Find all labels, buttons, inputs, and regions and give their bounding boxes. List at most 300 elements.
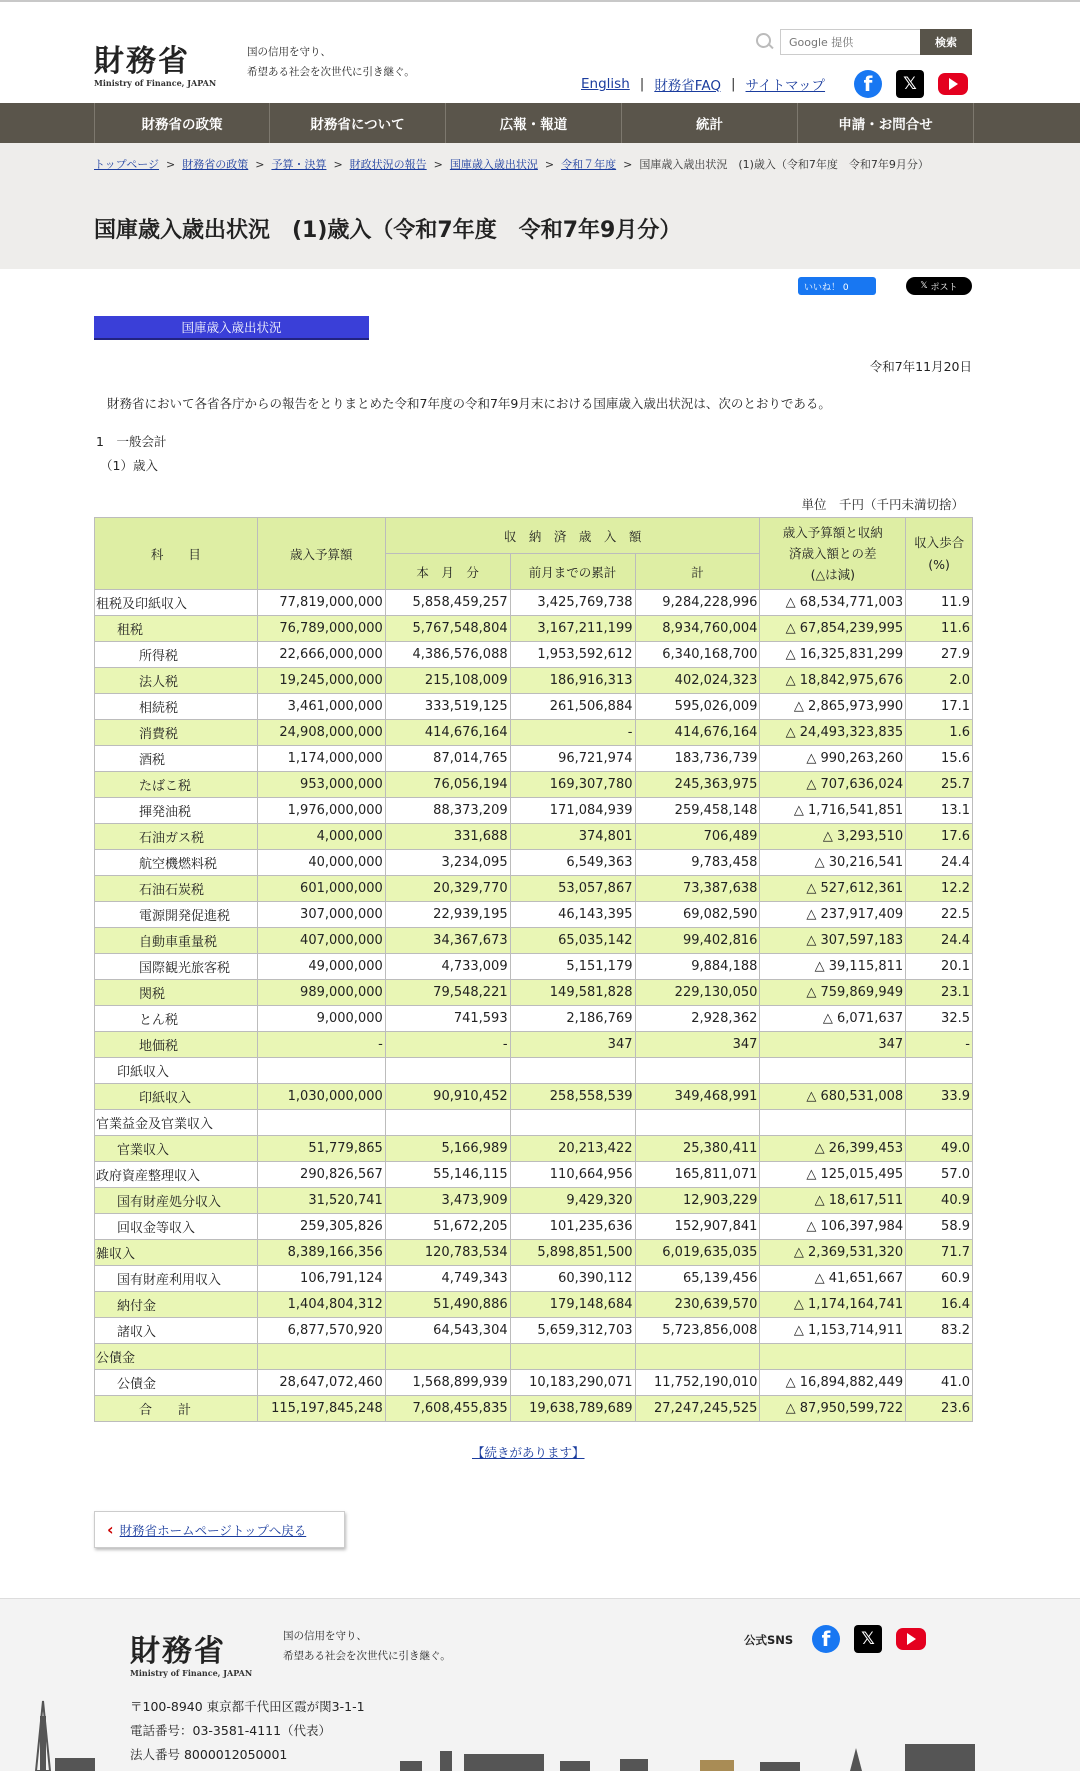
revenue-table-body xyxy=(95,590,973,1422)
header-links xyxy=(581,74,825,94)
cell-budget: 290,826,567 xyxy=(257,1162,385,1188)
table-row xyxy=(95,850,973,876)
cell-ratio: 24.4 xyxy=(906,928,973,954)
cell-total: 152,907,841 xyxy=(635,1214,760,1240)
x-icon: 𝕏 xyxy=(920,281,931,291)
cell-budget: 4,000,000 xyxy=(257,824,385,850)
cell-difference: △ 26,399,453 xyxy=(760,1136,906,1162)
logo-english: Ministry of Finance, JAPAN xyxy=(94,78,217,88)
cell-month-amount: 64,543,304 xyxy=(385,1318,510,1344)
cell-total: 245,363,975 xyxy=(635,772,760,798)
cell-total: 73,387,638 xyxy=(635,876,760,902)
cell-total: 9,884,188 xyxy=(635,954,760,980)
cell-ratio: 12.2 xyxy=(906,876,973,902)
cell-ratio: 25.7 xyxy=(906,772,973,798)
cell-ratio: 32.5 xyxy=(906,1006,973,1032)
facebook-like-button[interactable]: いいね！ 0 xyxy=(798,277,876,295)
cell-budget: 77,819,000,000 xyxy=(257,590,385,616)
row-label: 印紙収入 xyxy=(95,1058,258,1084)
cell-month-amount: 4,749,343 xyxy=(385,1266,510,1292)
table-row xyxy=(95,1266,973,1292)
cell-total: 5,723,856,008 xyxy=(635,1318,760,1344)
cell-total xyxy=(635,1344,760,1370)
row-label: 法人税 xyxy=(95,668,258,694)
cell-prev-cumulative: 53,057,867 xyxy=(510,876,635,902)
cell-month-amount: 120,783,534 xyxy=(385,1240,510,1266)
table-row xyxy=(95,694,973,720)
cell-ratio: 60.9 xyxy=(906,1266,973,1292)
cell-difference: △ 759,869,949 xyxy=(760,980,906,1006)
cell-month-amount: 3,473,909 xyxy=(385,1188,510,1214)
cell-budget: 76,789,000,000 xyxy=(257,616,385,642)
table-row xyxy=(95,1370,973,1396)
breadcrumb-arrow: > xyxy=(255,158,265,171)
cell-month-amount: - xyxy=(385,1032,510,1058)
footer-logo[interactable] xyxy=(130,1626,252,1678)
top-border xyxy=(0,0,1080,8)
cell-difference: △ 125,015,495 xyxy=(760,1162,906,1188)
cell-total: 595,026,009 xyxy=(635,694,760,720)
footer-sns xyxy=(812,1625,926,1653)
cell-budget: 24,908,000,000 xyxy=(257,720,385,746)
col-header-difference-line: 歳入予算額と収納 xyxy=(782,525,883,540)
breadcrumb-arrow: > xyxy=(166,158,176,171)
table-row xyxy=(95,1058,973,1084)
cell-budget: 40,000,000 xyxy=(257,850,385,876)
cell-difference: △ 2,369,531,320 xyxy=(760,1240,906,1266)
row-label: 公債金 xyxy=(95,1344,258,1370)
cell-ratio: 23.6 xyxy=(906,1396,973,1422)
cell-prev-cumulative: 347 xyxy=(510,1032,635,1058)
table-row xyxy=(95,1344,973,1370)
cell-budget: 115,197,845,248 xyxy=(257,1396,385,1422)
breadcrumb-arrow: > xyxy=(433,158,443,171)
link-separator: | xyxy=(730,76,736,92)
cell-difference: △ 3,293,510 xyxy=(760,824,906,850)
cell-budget: 6,877,570,920 xyxy=(257,1318,385,1344)
cell-difference: △ 990,263,260 xyxy=(760,746,906,772)
row-label: 国有財産処分収入 xyxy=(95,1188,258,1214)
cell-total: 12,903,229 xyxy=(635,1188,760,1214)
row-label: 国有財産利用収入 xyxy=(95,1266,258,1292)
col-header-collected: 収 納 済 歳 入 額 xyxy=(385,518,760,554)
table-row xyxy=(95,642,973,668)
facebook-icon[interactable]: f xyxy=(812,1625,840,1653)
cell-total: 259,458,148 xyxy=(635,798,760,824)
cell-budget: 22,666,000,000 xyxy=(257,642,385,668)
row-label: 相続税 xyxy=(95,694,258,720)
site-header xyxy=(0,8,1080,103)
site-logo[interactable] xyxy=(94,36,216,88)
cell-month-amount: 51,490,886 xyxy=(385,1292,510,1318)
row-label: 関税 xyxy=(95,980,258,1006)
cell-prev-cumulative xyxy=(510,1058,635,1084)
cell-ratio: 71.7 xyxy=(906,1240,973,1266)
table-row xyxy=(95,668,973,694)
cell-prev-cumulative xyxy=(510,1110,635,1136)
cell-total: 347 xyxy=(635,1032,760,1058)
table-row xyxy=(95,1318,973,1344)
table-row xyxy=(95,772,973,798)
cell-month-amount xyxy=(385,1110,510,1136)
cell-ratio: 2.0 xyxy=(906,668,973,694)
cell-ratio: 22.5 xyxy=(906,902,973,928)
cell-ratio xyxy=(906,1110,973,1136)
unit-note: 単位 千円（千円未満切捨） xyxy=(801,497,964,512)
cell-prev-cumulative: 10,183,290,071 xyxy=(510,1370,635,1396)
tagline-line-2: 希望ある社会を次世代に引き継ぐ。 xyxy=(247,66,415,78)
cell-difference: △ 2,865,973,990 xyxy=(760,694,906,720)
table-row xyxy=(95,1396,973,1422)
col-header-ratio xyxy=(906,518,973,590)
cell-ratio: 11.9 xyxy=(906,590,973,616)
back-to-top-button[interactable] xyxy=(94,1511,345,1548)
cell-ratio: 83.2 xyxy=(906,1318,973,1344)
cell-budget xyxy=(257,1058,385,1084)
cell-month-amount: 88,373,209 xyxy=(385,798,510,824)
back-to-top-link[interactable]: 財務省ホームページトップへ戻る xyxy=(119,1522,307,1538)
logo-english: Ministry of Finance, JAPAN xyxy=(130,1668,253,1678)
cell-difference: △ 707,636,024 xyxy=(760,772,906,798)
table-row xyxy=(95,746,973,772)
cell-difference: △ 1,716,541,851 xyxy=(760,798,906,824)
cell-ratio: 40.9 xyxy=(906,1188,973,1214)
breadcrumb-link[interactable]: 財務省の政策 xyxy=(182,158,249,171)
continued-link[interactable]: 【続きがあります】 xyxy=(472,1445,585,1460)
cell-difference: △ 1,153,714,911 xyxy=(760,1318,906,1344)
cell-month-amount: 331,688 xyxy=(385,824,510,850)
cell-difference xyxy=(760,1110,906,1136)
cell-ratio: 1.6 xyxy=(906,720,973,746)
breadcrumb-arrow: > xyxy=(333,158,343,171)
table-row xyxy=(95,798,973,824)
nav-about[interactable]: 財務省について xyxy=(270,103,446,143)
row-label: 納付金 xyxy=(95,1292,258,1318)
row-label: 回収金等収入 xyxy=(95,1214,258,1240)
cell-prev-cumulative: 3,425,769,738 xyxy=(510,590,635,616)
row-label: 所得税 xyxy=(95,642,258,668)
tagline xyxy=(247,42,415,82)
cell-difference: △ 6,071,637 xyxy=(760,1006,906,1032)
nav-policy[interactable]: 財務省の政策 xyxy=(94,103,270,143)
faq-link[interactable]: 財務省FAQ xyxy=(654,78,721,94)
cell-total xyxy=(635,1110,760,1136)
cell-prev-cumulative: 9,429,320 xyxy=(510,1188,635,1214)
cell-month-amount xyxy=(385,1344,510,1370)
logo-kanji: 財務省 xyxy=(130,1634,226,1669)
cell-prev-cumulative: 186,916,313 xyxy=(510,668,635,694)
heading-revenue: （1）歳入 xyxy=(100,458,158,473)
cell-month-amount: 5,858,459,257 xyxy=(385,590,510,616)
cell-difference: △ 680,531,008 xyxy=(760,1084,906,1110)
table-row xyxy=(95,720,973,746)
cell-difference: △ 39,115,811 xyxy=(760,954,906,980)
title-area xyxy=(0,143,1080,269)
intro-text: 財務省において各省各庁からの報告をとりまとめた令和7年度の令和7年9月末における国庫歳入歳出状況は、次のとおりである。 xyxy=(107,396,831,411)
row-label: 租税及印紙収入 xyxy=(95,590,258,616)
site-footer xyxy=(0,1598,1080,1771)
table-row xyxy=(95,1084,973,1110)
cell-prev-cumulative: 179,148,684 xyxy=(510,1292,635,1318)
col-header-ratio-line: (%) xyxy=(928,556,950,572)
table-row xyxy=(95,954,973,980)
nav-press[interactable]: 広報・報道 xyxy=(446,103,622,143)
cell-ratio: 17.6 xyxy=(906,824,973,850)
cell-budget: 601,000,000 xyxy=(257,876,385,902)
table-row xyxy=(95,590,973,616)
cell-difference: △ 87,950,599,722 xyxy=(760,1396,906,1422)
section-label: 国庫歳入歳出状況 xyxy=(94,316,369,340)
english-link[interactable]: English xyxy=(581,76,630,92)
cell-difference: △ 307,597,183 xyxy=(760,928,906,954)
row-label: 政府資産整理収入 xyxy=(95,1162,258,1188)
cell-budget: 1,030,000,000 xyxy=(257,1084,385,1110)
cell-difference: △ 30,216,541 xyxy=(760,850,906,876)
cell-prev-cumulative: 1,953,592,612 xyxy=(510,642,635,668)
cell-prev-cumulative: 169,307,780 xyxy=(510,772,635,798)
cell-total: 69,082,590 xyxy=(635,902,760,928)
col-header-item: 科 目 xyxy=(95,518,258,590)
phone: 電話番号：03-3581-4111（代表） xyxy=(130,1723,332,1738)
table-row xyxy=(95,980,973,1006)
cell-month-amount: 7,608,455,835 xyxy=(385,1396,510,1422)
cell-prev-cumulative: 5,898,851,500 xyxy=(510,1240,635,1266)
cell-ratio: 49.0 xyxy=(906,1136,973,1162)
cell-budget: 1,174,000,000 xyxy=(257,746,385,772)
search-button[interactable]: 検索 xyxy=(920,29,972,55)
cell-budget: 1,404,804,312 xyxy=(257,1292,385,1318)
cell-total: 414,676,164 xyxy=(635,720,760,746)
cell-total: 165,811,071 xyxy=(635,1162,760,1188)
cell-prev-cumulative: 149,581,828 xyxy=(510,980,635,1006)
cell-total xyxy=(635,1058,760,1084)
row-label: 諸収入 xyxy=(95,1318,258,1344)
cell-prev-cumulative: 5,659,312,703 xyxy=(510,1318,635,1344)
cell-difference: △ 41,651,667 xyxy=(760,1266,906,1292)
logo-kanji: 財務省 xyxy=(94,44,190,79)
youtube-icon[interactable] xyxy=(896,1628,926,1650)
table-row xyxy=(95,1214,973,1240)
table-row xyxy=(95,1240,973,1266)
row-label: 印紙収入 xyxy=(95,1084,258,1110)
cell-ratio: 58.9 xyxy=(906,1214,973,1240)
cell-difference: △ 16,325,831,299 xyxy=(760,642,906,668)
row-label: 航空機燃料税 xyxy=(95,850,258,876)
table-row xyxy=(95,1032,973,1058)
cell-month-amount: 87,014,765 xyxy=(385,746,510,772)
tagline-line-2: 希望ある社会を次世代に引き継ぐ。 xyxy=(283,1650,451,1662)
cell-prev-cumulative: 6,549,363 xyxy=(510,850,635,876)
cell-month-amount: 4,733,009 xyxy=(385,954,510,980)
row-label: 合 計 xyxy=(95,1396,258,1422)
revenue-table xyxy=(94,517,973,1422)
cell-month-amount: 741,593 xyxy=(385,1006,510,1032)
cell-ratio: 13.1 xyxy=(906,798,973,824)
cell-difference: △ 237,917,409 xyxy=(760,902,906,928)
row-label: 地価税 xyxy=(95,1032,258,1058)
cell-prev-cumulative: 60,390,112 xyxy=(510,1266,635,1292)
cell-total: 349,468,991 xyxy=(635,1084,760,1110)
cell-total: 65,139,456 xyxy=(635,1266,760,1292)
header-sns xyxy=(854,70,968,98)
table-row xyxy=(95,1006,973,1032)
cell-ratio: 11.6 xyxy=(906,616,973,642)
row-label: 官業収入 xyxy=(95,1136,258,1162)
cell-total: 11,752,190,010 xyxy=(635,1370,760,1396)
tagline-line-1: 国の信用を守り、 xyxy=(247,46,331,58)
cell-ratio: 23.1 xyxy=(906,980,973,1006)
table-row xyxy=(95,1188,973,1214)
cell-budget: 106,791,124 xyxy=(257,1266,385,1292)
breadcrumb-link[interactable]: 国庫歳入歳出状況 xyxy=(449,158,538,171)
cell-total: 183,736,739 xyxy=(635,746,760,772)
cell-month-amount: 76,056,194 xyxy=(385,772,510,798)
facebook-icon[interactable]: f xyxy=(854,70,882,98)
cell-ratio: 41.0 xyxy=(906,1370,973,1396)
row-label: 揮発油税 xyxy=(95,798,258,824)
cell-prev-cumulative: 3,167,211,199 xyxy=(510,616,635,642)
skyline-illustration xyxy=(0,1696,1080,1771)
row-label: たばこ税 xyxy=(95,772,258,798)
breadcrumb xyxy=(94,153,974,176)
cell-total: 230,639,570 xyxy=(635,1292,760,1318)
cell-month-amount: 5,767,548,804 xyxy=(385,616,510,642)
cell-month-amount: 55,146,115 xyxy=(385,1162,510,1188)
cell-total: 229,130,050 xyxy=(635,980,760,1006)
col-header-difference-line: 済歳入額との差 xyxy=(789,546,877,561)
row-label: 雑収入 xyxy=(95,1240,258,1266)
search-input[interactable] xyxy=(780,29,920,55)
cell-ratio: 17.1 xyxy=(906,694,973,720)
publish-date: 令和7年11月20日 xyxy=(869,359,972,374)
footer-tagline xyxy=(283,1626,451,1666)
table-row xyxy=(95,876,973,902)
cell-prev-cumulative: 65,035,142 xyxy=(510,928,635,954)
cell-month-amount: 3,234,095 xyxy=(385,850,510,876)
cell-month-amount: 215,108,009 xyxy=(385,668,510,694)
nav-applications[interactable]: 申請・お問合せ xyxy=(798,103,974,143)
cell-budget: - xyxy=(257,1032,385,1058)
cell-prev-cumulative: 101,235,636 xyxy=(510,1214,635,1240)
global-nav xyxy=(0,103,1080,143)
cell-difference: △ 16,894,882,449 xyxy=(760,1370,906,1396)
breadcrumb-arrow: > xyxy=(623,158,633,171)
x-icon[interactable]: 𝕏 xyxy=(854,1625,882,1653)
breadcrumb-link[interactable]: 財政状況の報告 xyxy=(349,158,427,171)
row-label: 自動車重量税 xyxy=(95,928,258,954)
cell-month-amount: 1,568,899,939 xyxy=(385,1370,510,1396)
cell-total: 8,934,760,004 xyxy=(635,616,760,642)
cell-month-amount: 90,910,452 xyxy=(385,1084,510,1110)
cell-month-amount: 22,939,195 xyxy=(385,902,510,928)
cell-ratio: 16.4 xyxy=(906,1292,973,1318)
cell-budget: 8,389,166,356 xyxy=(257,1240,385,1266)
cell-total: 2,928,362 xyxy=(635,1006,760,1032)
cell-month-amount: 333,519,125 xyxy=(385,694,510,720)
cell-budget: 259,305,826 xyxy=(257,1214,385,1240)
row-label: とん税 xyxy=(95,1006,258,1032)
cell-total: 6,019,635,035 xyxy=(635,1240,760,1266)
col-header-budget: 歳入予算額 xyxy=(257,518,385,590)
cell-budget: 407,000,000 xyxy=(257,928,385,954)
cell-budget: 1,976,000,000 xyxy=(257,798,385,824)
cell-difference: △ 18,617,511 xyxy=(760,1188,906,1214)
breadcrumb-link[interactable]: 予算・決算 xyxy=(271,158,327,171)
row-label: 公債金 xyxy=(95,1370,258,1396)
col-header-difference-line: (△は減) xyxy=(810,567,855,582)
cell-prev-cumulative: 258,558,539 xyxy=(510,1084,635,1110)
cell-prev-cumulative: - xyxy=(510,720,635,746)
nav-statistics[interactable]: 統計 xyxy=(622,103,798,143)
col-header-ratio-line: 収入歩合 xyxy=(914,534,965,550)
x-icon[interactable]: 𝕏 xyxy=(896,70,924,98)
row-label: 官業益金及官業収入 xyxy=(95,1110,258,1136)
tagline-line-1: 国の信用を守り、 xyxy=(283,1630,367,1642)
row-label: 石油石炭税 xyxy=(95,876,258,902)
cell-month-amount: 79,548,221 xyxy=(385,980,510,1006)
cell-difference: 347 xyxy=(760,1032,906,1058)
cell-ratio: - xyxy=(906,1032,973,1058)
table-row xyxy=(95,1110,973,1136)
x-post-button[interactable] xyxy=(906,277,972,295)
table-row xyxy=(95,616,973,642)
table-row xyxy=(95,824,973,850)
share-buttons xyxy=(798,277,972,295)
youtube-icon[interactable] xyxy=(938,73,968,95)
breadcrumb-arrow: > xyxy=(544,158,555,171)
heading-general-account: 1 一般会計 xyxy=(96,434,167,449)
cell-difference: △ 18,842,975,676 xyxy=(760,668,906,694)
cell-budget: 989,000,000 xyxy=(257,980,385,1006)
cell-ratio xyxy=(906,1344,973,1370)
cell-budget: 31,520,741 xyxy=(257,1188,385,1214)
cell-budget: 3,461,000,000 xyxy=(257,694,385,720)
chevron-left-icon: ‹ xyxy=(107,1520,114,1539)
table-row xyxy=(95,1136,973,1162)
cell-total: 25,380,411 xyxy=(635,1136,760,1162)
search-icon xyxy=(754,31,776,53)
col-header-month: 本 月 分 xyxy=(385,554,510,590)
post-label: ポスト xyxy=(930,282,958,293)
sns-label: 公式SNS xyxy=(744,1633,794,1647)
cell-total: 9,783,458 xyxy=(635,850,760,876)
row-label: 租税 xyxy=(95,616,258,642)
cell-difference: △ 527,612,361 xyxy=(760,876,906,902)
cell-ratio xyxy=(906,1058,973,1084)
sitemap-link[interactable]: サイトマップ xyxy=(745,78,826,94)
cell-budget xyxy=(257,1344,385,1370)
link-separator: | xyxy=(639,76,645,92)
breadcrumb-link[interactable]: 令和７年度 xyxy=(561,158,617,171)
cell-prev-cumulative: 374,801 xyxy=(510,824,635,850)
col-header-total: 計 xyxy=(635,554,760,590)
row-label: 国際観光旅客税 xyxy=(95,954,258,980)
cell-total: 27,247,245,525 xyxy=(635,1396,760,1422)
cell-prev-cumulative: 171,084,939 xyxy=(510,798,635,824)
cell-prev-cumulative: 20,213,422 xyxy=(510,1136,635,1162)
cell-budget: 307,000,000 xyxy=(257,902,385,928)
cell-total: 99,402,816 xyxy=(635,928,760,954)
cell-total: 6,340,168,700 xyxy=(635,642,760,668)
cell-month-amount: 5,166,989 xyxy=(385,1136,510,1162)
site-search xyxy=(754,29,972,55)
table-row xyxy=(95,1292,973,1318)
cell-difference xyxy=(760,1058,906,1084)
breadcrumb-link[interactable]: トップページ xyxy=(94,158,160,171)
cell-prev-cumulative: 46,143,395 xyxy=(510,902,635,928)
cell-total: 402,024,323 xyxy=(635,668,760,694)
cell-ratio: 20.1 xyxy=(906,954,973,980)
